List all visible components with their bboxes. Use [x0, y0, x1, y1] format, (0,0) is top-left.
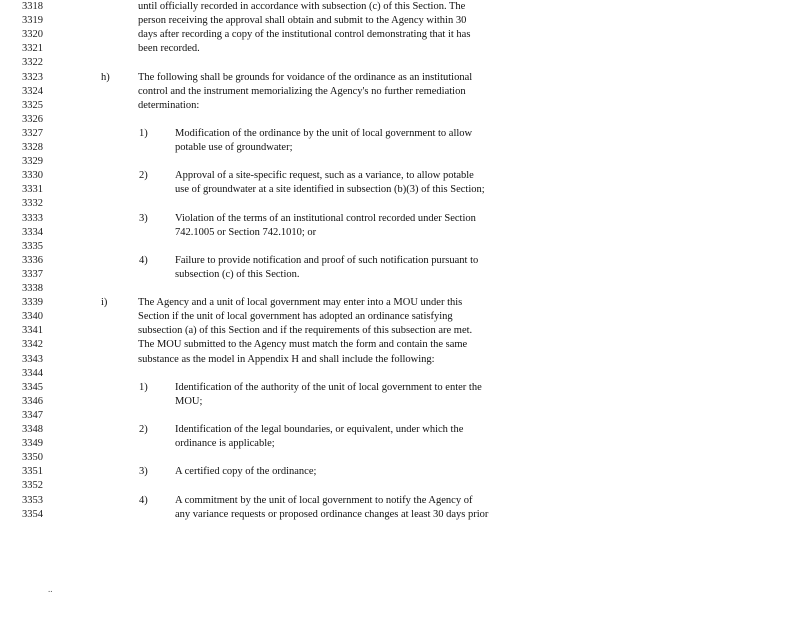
- text-line: Modification of the ordinance by the unit of local government to allow: [175, 127, 473, 139]
- text-line: The Agency and a unit of local government may enter into a MOU under this: [138, 297, 463, 309]
- line-number: 3332: [22, 198, 43, 210]
- line-number: 3333: [22, 212, 43, 224]
- line-number: 3321: [22, 43, 43, 55]
- line-number: 3324: [22, 85, 43, 97]
- text-line: control and the instrument memorializing the Agency's no further remediation: [138, 85, 466, 97]
- text-line: use of groundwater at a site identified in subsection (b)(3) of this Section;: [175, 184, 485, 196]
- footer-mark: ..: [48, 584, 53, 594]
- line-number: 3353: [22, 494, 43, 506]
- line-number: 3340: [22, 311, 43, 323]
- line-number: 3319: [22, 15, 43, 27]
- text-line: Identification of the authority of the unit of local government to enter the: [175, 381, 482, 393]
- list-marker: 2): [139, 170, 148, 182]
- list-marker: i): [101, 297, 108, 309]
- list-marker: h): [101, 71, 110, 83]
- text-line: The following shall be grounds for voidance of the ordinance as an institutional: [138, 71, 473, 83]
- text-line: Approval of a site-specific request, such as a variance, to allow potable: [175, 170, 474, 182]
- text-line: Section if the unit of local government has adopted an ordinance satisfying: [138, 311, 453, 323]
- line-number: 3343: [22, 353, 43, 365]
- text-line: The MOU submitted to the Agency must match the form and contain the same: [138, 339, 468, 351]
- text-line: ordinance is applicable;: [175, 438, 275, 450]
- text-line: person receiving the approval shall obtain and submit to the Agency within 30: [138, 15, 467, 27]
- line-number: 3330: [22, 170, 43, 182]
- list-marker: 2): [139, 424, 148, 435]
- line-number: 3352: [22, 480, 43, 492]
- line-number: 3354: [22, 508, 43, 520]
- text-line: A commitment by the unit of local government to notify the Agency of: [175, 494, 473, 506]
- list-marker: 4): [139, 254, 148, 266]
- list-marker: 4): [139, 494, 148, 506]
- text-line: determination:: [138, 99, 200, 111]
- text-line: any variance requests or proposed ordinance changes at least 30 days prior: [175, 508, 489, 520]
- text-line: subsection (c) of this Section.: [175, 268, 300, 280]
- line-number: 3346: [22, 395, 43, 407]
- line-number: 3320: [22, 29, 43, 41]
- text-line: 742.1005 or Section 742.1010; or: [175, 226, 317, 238]
- list-marker: 3): [139, 466, 148, 478]
- line-number: 3341: [22, 325, 43, 337]
- line-number: 3318: [22, 1, 43, 12]
- line-number: 3329: [22, 156, 43, 168]
- text-line: A certified copy of the ordinance;: [175, 466, 317, 478]
- line-number: 3347: [22, 409, 43, 421]
- text-line: Identification of the legal boundaries, or equivalent, under which the: [175, 424, 464, 435]
- line-number: 3322: [22, 57, 43, 69]
- line-number: 3334: [22, 226, 43, 238]
- line-number: 3325: [22, 99, 43, 111]
- text-line: Failure to provide notification and proof of such notification pursuant to: [175, 254, 479, 266]
- text-line: been recorded.: [138, 43, 200, 55]
- line-number: 3345: [22, 381, 43, 393]
- line-number: 3336: [22, 254, 43, 266]
- line-number: 3337: [22, 268, 43, 280]
- line-number: 3350: [22, 452, 43, 464]
- line-number: 3326: [22, 113, 43, 125]
- list-marker: 3): [139, 212, 148, 224]
- line-number: 3323: [22, 71, 43, 83]
- line-number: 3338: [22, 283, 43, 294]
- line-number: 3348: [22, 424, 43, 435]
- text-line: potable use of groundwater;: [175, 142, 293, 153]
- line-number: 3349: [22, 438, 43, 450]
- list-marker: 1): [139, 381, 148, 393]
- text-line: until officially recorded in accordance with subsection (c) of this Section. The: [138, 1, 466, 12]
- line-number: 3328: [22, 142, 43, 153]
- text-line: MOU;: [175, 395, 203, 407]
- line-number: 3339: [22, 297, 43, 309]
- text-line: subsection (a) of this Section and if the requirements of this subsection are met.: [138, 325, 473, 337]
- text-line: Violation of the terms of an institutional control recorded under Section: [175, 212, 476, 224]
- line-number: 3351: [22, 466, 43, 478]
- text-line: days after recording a copy of the institutional control demonstrating that it has: [138, 29, 471, 41]
- list-marker: 1): [139, 127, 148, 139]
- line-number: 3342: [22, 339, 43, 351]
- text-line: substance as the model in Appendix H and shall include the following:: [138, 353, 435, 365]
- line-number: 3335: [22, 240, 43, 252]
- line-number: 3327: [22, 127, 43, 139]
- line-number: 3344: [22, 367, 43, 379]
- line-number: 3331: [22, 184, 43, 196]
